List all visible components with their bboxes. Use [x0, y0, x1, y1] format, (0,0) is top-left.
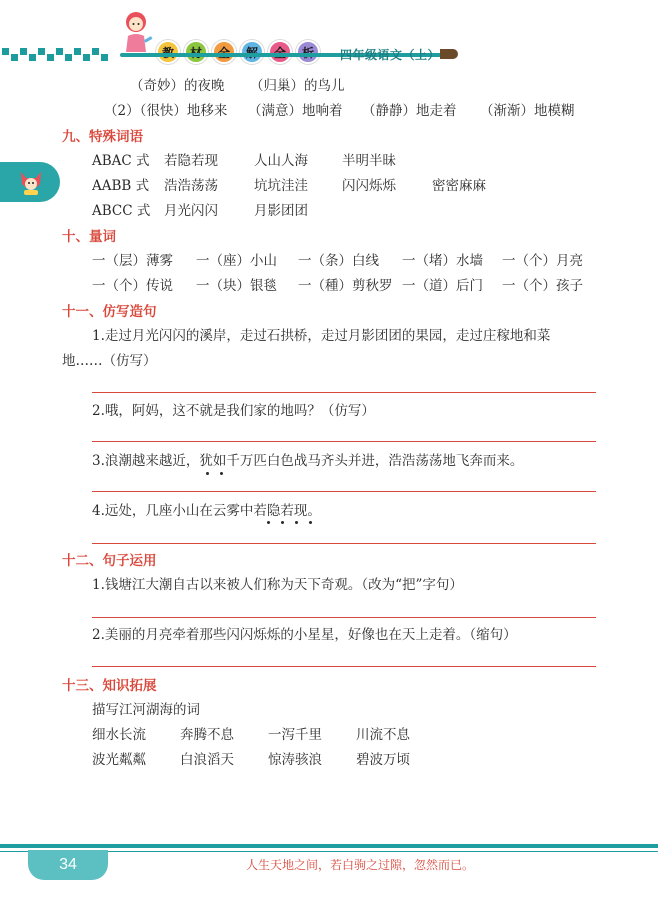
answer-line[interactable] — [92, 491, 596, 492]
word: 奔腾不息 — [180, 727, 234, 743]
dash-square — [92, 48, 99, 55]
measure-word: 一（道）后门 — [402, 278, 483, 294]
answer-text: （2）（很快）地移来 — [104, 103, 228, 119]
measure-word-row — [92, 252, 602, 270]
answer-line[interactable] — [92, 543, 596, 544]
pattern-label: ABAC 式 — [92, 153, 150, 169]
dash-square — [38, 48, 45, 55]
answer-line[interactable] — [92, 392, 596, 393]
measure-word: 一（个）月亮 — [502, 253, 583, 269]
emphasis-dot — [220, 472, 223, 475]
section-title: 十、量词 — [62, 229, 116, 245]
title-badge — [184, 40, 208, 64]
dash-square — [83, 54, 90, 61]
dash-square — [29, 54, 36, 61]
page-number: 34 — [28, 850, 108, 880]
measure-word: 一（层）薄雾 — [92, 253, 173, 269]
word-row — [92, 202, 342, 220]
word: 半明半昧 — [342, 153, 396, 169]
answer-text: （渐渐）地模糊 — [480, 103, 575, 119]
dash-square — [74, 48, 81, 55]
word: 惊涛骇浪 — [268, 752, 322, 768]
word: 波光粼粼 — [92, 752, 146, 768]
emphasis-dot — [267, 521, 270, 524]
measure-word: 一（块）银毯 — [196, 278, 277, 294]
dash-square — [2, 48, 9, 55]
measure-word: 一（堵）水墙 — [402, 253, 483, 269]
section-title: 十一、仿写造句 — [62, 304, 157, 320]
word-row — [92, 177, 522, 195]
page-footer — [0, 844, 658, 882]
word-row — [92, 152, 432, 170]
emphasis-dots — [206, 472, 223, 475]
title-badge — [296, 40, 320, 64]
answer-text: （静静）地走着 — [362, 103, 457, 119]
emphasis-dot — [281, 521, 284, 524]
page-header — [0, 0, 658, 72]
dash-square — [65, 54, 72, 61]
question-text: 3.浪潮越来越近，犹如千万匹白色战马齐头并进，浩浩荡荡地飞奔而来。 — [92, 453, 524, 469]
fox-mascot-icon — [18, 168, 44, 196]
dash-square — [47, 54, 54, 61]
answer-line[interactable] — [92, 617, 596, 618]
measure-word: 一（个）孩子 — [502, 278, 583, 294]
dash-square — [56, 48, 63, 55]
word: 若隐若现 — [164, 153, 218, 169]
answer-text: （归巢）的鸟儿 — [250, 78, 345, 94]
title-badge — [268, 40, 292, 64]
dash-square — [11, 54, 18, 61]
answer-line[interactable] — [92, 666, 596, 667]
title-badge — [156, 40, 180, 64]
cartoon-girl-icon — [118, 8, 154, 58]
footer-rule — [0, 844, 658, 848]
series-title-badges — [156, 40, 320, 64]
question-text: 1.钱塘江大潮自古以来被人们称为天下奇观。（改为“把”字句） — [92, 577, 463, 593]
word: 白浪滔天 — [180, 752, 234, 768]
pattern-label: AABB 式 — [92, 178, 150, 194]
word: 川流不息 — [356, 727, 410, 743]
word: 密密麻麻 — [432, 178, 486, 194]
intro-text: 描写江河湖海的词 — [92, 702, 200, 718]
section-title: 九、特殊词语 — [62, 129, 143, 145]
word: 月影团团 — [254, 203, 308, 219]
grade-label: 四年级语文（上） — [340, 48, 441, 62]
answer-text: （奇妙）的夜晚 — [130, 78, 225, 94]
footer-motto: 人生天地之间，若白驹之过隙，忽然而已。 — [246, 858, 475, 872]
section-title: 十二、句子运用 — [62, 553, 157, 569]
measure-word-row — [92, 277, 602, 295]
word: 细水长流 — [92, 727, 146, 743]
question-text: 地……（仿写） — [62, 353, 157, 369]
measure-word: 一（个）传说 — [92, 278, 173, 294]
dash-square — [20, 48, 27, 55]
emphasis-dot — [206, 472, 209, 475]
word: 坑坑洼洼 — [254, 178, 308, 194]
question-text: 4.远处，几座小山在云雾中若隐若现。 — [92, 503, 321, 519]
measure-word: 一（種）剪秋罗 — [298, 278, 393, 294]
question-text: 2.哦，阿妈，这不就是我们家的地吗？（仿写） — [92, 403, 375, 419]
word-row — [92, 751, 444, 769]
answer-text: （满意）地响着 — [248, 103, 343, 119]
emphasis-dot — [295, 521, 298, 524]
word: 月光闪闪 — [164, 203, 218, 219]
question-text: 1.走过月光闪闪的溪岸，走过石拱桥，走过月影团团的果园，走过庄稼地和菜 — [92, 328, 551, 344]
word: 碧波万顷 — [356, 752, 410, 768]
decorative-dashes — [2, 48, 112, 62]
title-badge — [240, 40, 264, 64]
word: 闪闪烁烁 — [342, 178, 396, 194]
emphasis-dots — [267, 521, 312, 524]
word: 浩浩荡荡 — [164, 178, 218, 194]
pencil-icon — [440, 49, 458, 59]
emphasis-dot — [309, 521, 312, 524]
title-badge — [212, 40, 236, 64]
measure-word: 一（座）小山 — [196, 253, 277, 269]
word: 人山人海 — [254, 153, 308, 169]
word: 一泻千里 — [268, 727, 322, 743]
pattern-label: ABCC 式 — [92, 203, 151, 219]
dash-square — [101, 54, 108, 61]
question-text: 2.美丽的月亮牵着那些闪闪烁烁的小星星，好像也在天上走着。（缩句） — [92, 627, 517, 643]
answer-line[interactable] — [92, 441, 596, 442]
measure-word: 一（条）白线 — [298, 253, 379, 269]
word-row — [92, 726, 444, 744]
section-title: 十三、知识拓展 — [62, 678, 157, 694]
